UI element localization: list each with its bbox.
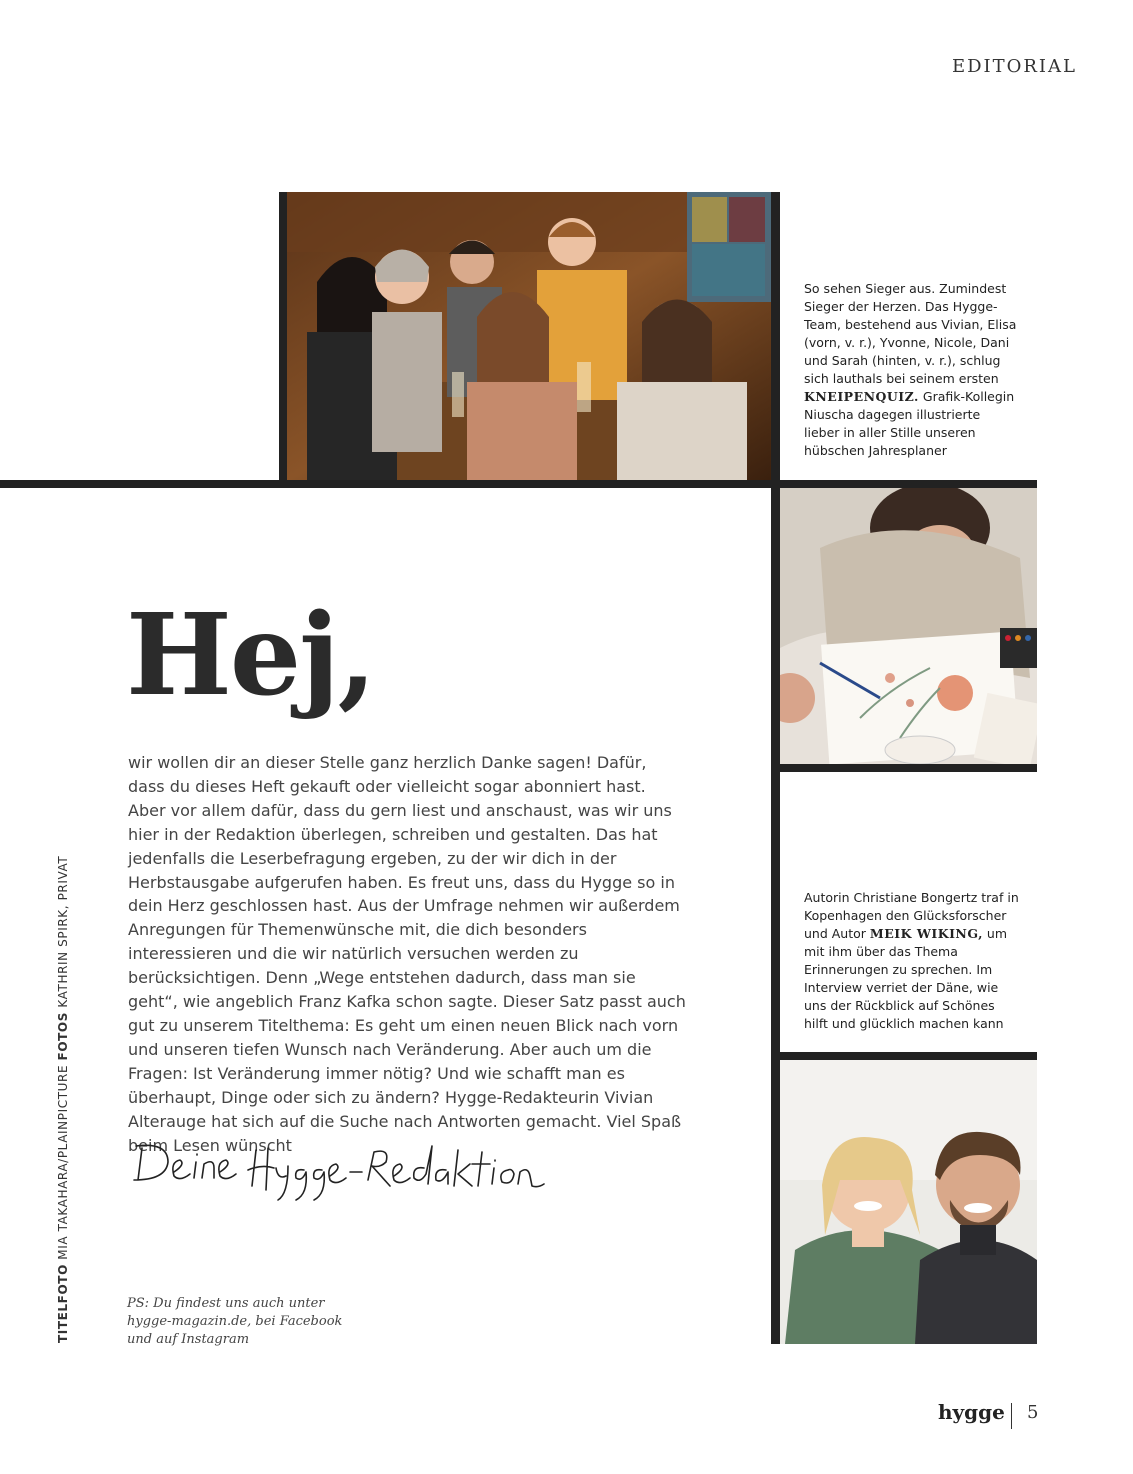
team-caption-text: So sehen Sieger aus. Zumindest Sieger der Herzen. Das Hygge-Team, bestehend aus Vivian, Elisa (vorn, v. r.), Yvonne, Nicole, Dani und Sarah (hinten, v. r.), schlug sich lauthals bei seinem ersten <box>804 281 1017 386</box>
photo-credits <box>56 856 70 1343</box>
footer-divider <box>1011 1403 1012 1429</box>
illustrator-photo <box>780 488 1037 764</box>
interview-caption-text: Autorin Christiane Bongertz traf in Kopenhagen den Glücksforscher und Autor <box>804 890 1019 941</box>
section-label: EDITORIAL <box>951 56 1077 77</box>
team-photo <box>287 192 771 480</box>
interview-photo <box>780 1060 1037 1344</box>
frame-line-top-left <box>279 192 287 488</box>
credit-text-cover: MIA TAKAHARA/PLAINPICTURE <box>56 1060 70 1265</box>
team-caption <box>804 280 1019 460</box>
interview-caption <box>804 889 1019 1033</box>
interview-caption-highlight: MEIK WIKING, <box>869 926 983 941</box>
credit-text-photos: KATHRIN SPIRK, PRIVAT <box>56 855 70 1013</box>
team-caption-highlight: KNEIPENQUIZ. <box>804 389 919 404</box>
postscript: PS: Du findest uns auch unter hygge-magazin.de, bei Facebook und auf Instagram <box>127 1296 343 1347</box>
brand-logo: hygge <box>938 1400 1005 1424</box>
credit-label-photos: FOTOS <box>56 1012 70 1061</box>
illustrator-photo-image <box>780 488 1037 764</box>
editorial-title: Hej, <box>126 590 375 721</box>
frame-line-horizontal <box>0 480 1037 488</box>
interview-caption-text-end: um mit ihm über das Thema Erinnerungen zu sprechen. Im Interview verriet der Däne, wie uns der Rückblick auf Schönes hilft und glücklich machen kann <box>804 926 1008 1031</box>
credit-label-cover: TITELFOTO <box>56 1264 70 1343</box>
team-caption-text-end: Grafik-Kollegin Niuscha dagegen illustrierte lieber in aller Stille unseren hübschen Jahresplaner <box>804 389 1015 458</box>
handwritten-signature <box>128 1128 548 1218</box>
editorial-body: wir wollen dir an dieser Stelle ganz herzlich Danke sagen! Dafür, dass du dieses Heft gekauft oder vielleicht sogar abonniert hast. Aber vor allem dafür, dass du gern liest und anschaust, was wir uns hier in der Redaktion überlegen, schreiben und gestalten. Das hat jedenfalls die Leserbefragung ergeben, zu der wir dich in der Herbstausgabe aufgerufen haben. Es freut uns, dass du Hygge so in dein Herz geschlossen hast. Aus der Umfrage nehmen wir außerdem Anregungen für Themenwünsche mit, die dich besonders interessieren und die wir natürlich versuchen werden zu berücksichtigen. Denn „Wege entstehen dadurch, dass man sie geht“, wie angeblich Franz Kafka schon sagte. Dieser Satz passt auch gut zu unserem Titelthema: Es geht um einen neuen Blick nach vorn und unseren tiefen Wunsch nach Veränderung. Aber auch um die Fragen: Ist Veränderung immer nötig? Und wie schafft man es überhaupt, Dinge oder sich zu ändern? Hygge-Redakteurin Vivian Alterauge hat sich auf die Suche nach Antworten gemacht. Viel Spaß beim Lesen wünscht <box>128 753 686 1155</box>
frame-line-mid <box>771 764 1037 772</box>
team-photo-image <box>287 192 771 480</box>
page-number: 5 <box>1027 1402 1039 1423</box>
frame-line-lower <box>771 1052 1037 1060</box>
interview-photo-image <box>780 1060 1037 1344</box>
signature-drawing <box>128 1128 548 1218</box>
